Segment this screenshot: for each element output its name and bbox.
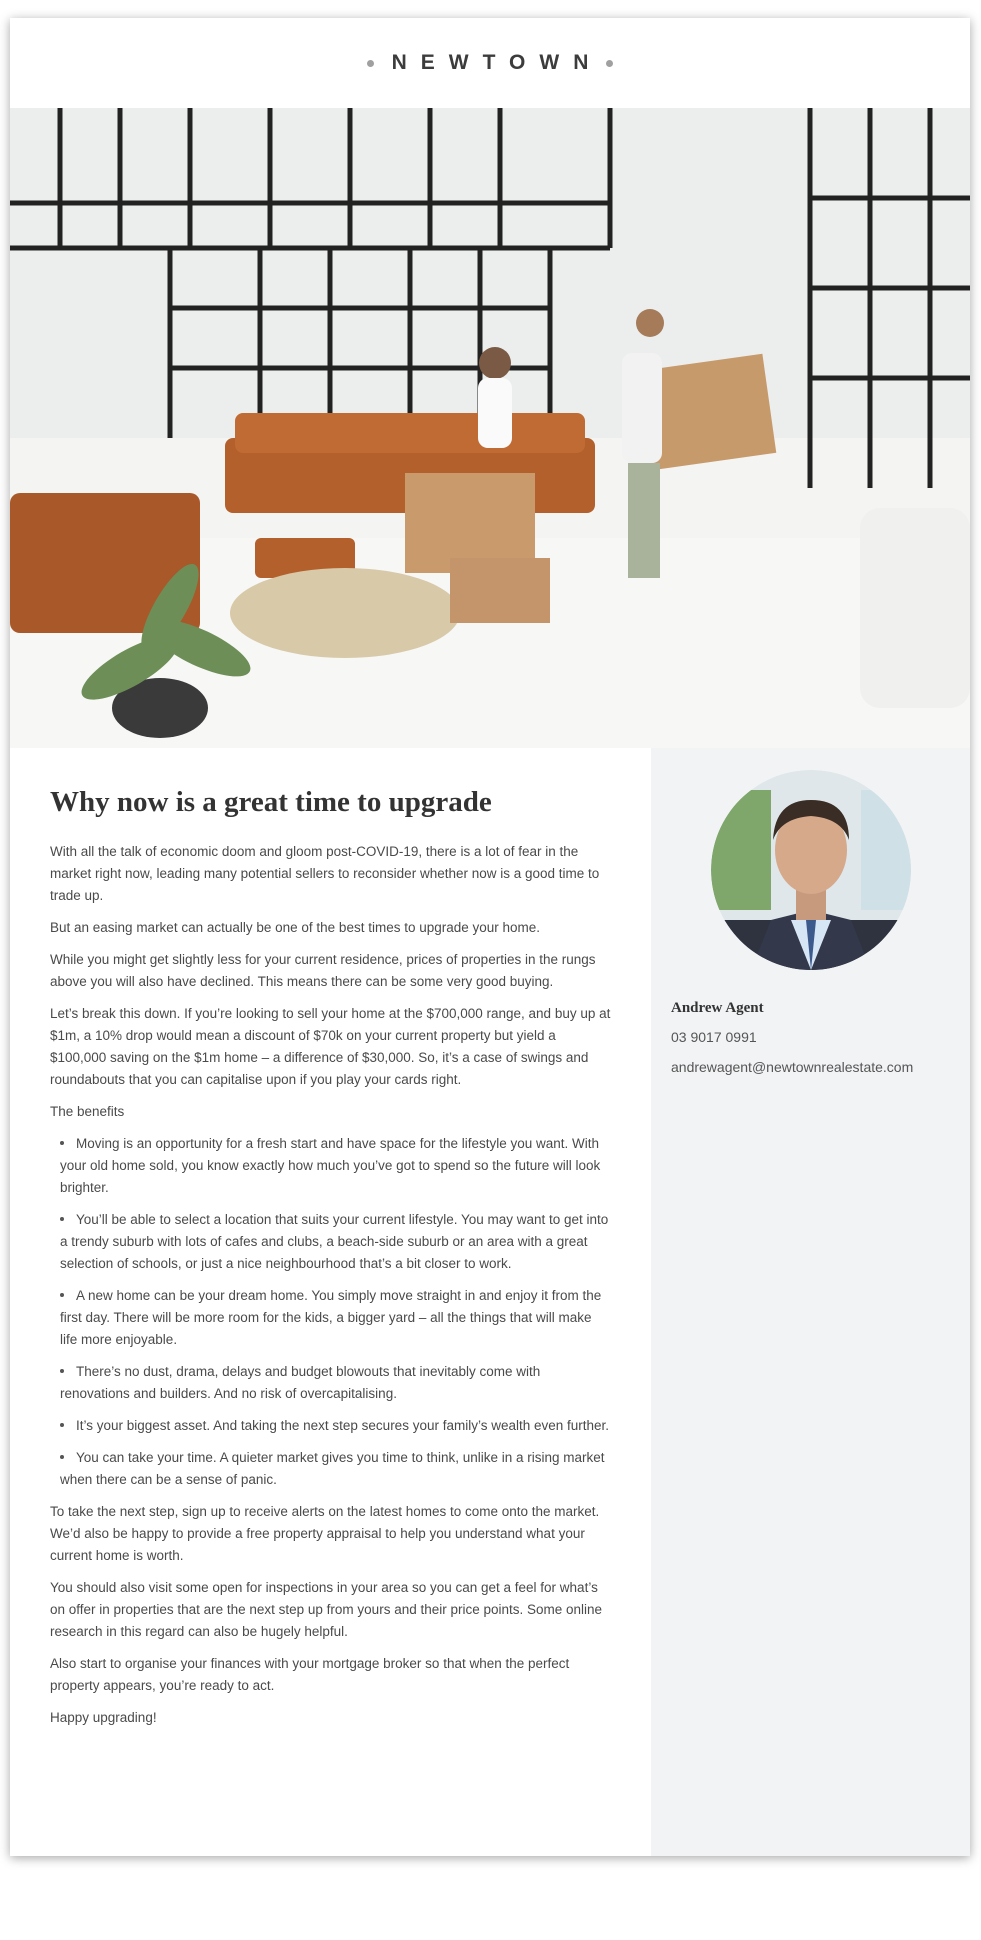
bullet-icon [60, 1293, 64, 1297]
paragraph: But an easing market can actually be one of the best times to upgrade your home. [50, 920, 541, 935]
bullet-icon [60, 1217, 64, 1221]
list-item [60, 1209, 611, 1275]
paragraph: To take the next step, sign up to receive alerts on the latest homes to come onto the market. We’d also be happy to provide a free property appraisal to help you understand what your current home is worth. [50, 1504, 600, 1563]
agent-phone[interactable]: 03 9017 0991 [671, 1029, 757, 1045]
benefits-list [50, 1133, 611, 1491]
bullet-icon [60, 1423, 64, 1427]
list-item [60, 1285, 611, 1351]
logo-text: NEWTOWN [391, 51, 603, 74]
list-item [60, 1447, 611, 1491]
logo-dot-left [367, 60, 374, 67]
article [10, 748, 651, 1856]
bullet-icon [60, 1369, 64, 1373]
list-item-text: It’s your biggest asset. And taking the next step secures your family’s wealth even further. [76, 1418, 610, 1433]
content-area [10, 748, 970, 1856]
newsletter-card [10, 18, 970, 1856]
list-item [60, 1133, 611, 1199]
logo-dot-right [606, 60, 613, 67]
article-title: Why now is a great time to upgrade [50, 786, 492, 818]
sign-off: Happy upgrading! [50, 1710, 157, 1725]
paragraph: With all the talk of economic doom and gloom post-COVID-19, there is a lot of fear in the market right now, leading many potential sellers to reconsider whether now is a good time to trade up. [50, 844, 600, 903]
list-item-text: You can take your time. A quieter market gives you time to think, unlike in a rising market when there can be a sense of panic. [60, 1450, 605, 1487]
agent-name: Andrew Agent [671, 1000, 764, 1016]
benefits-heading: The benefits [50, 1104, 125, 1119]
bullet-icon [60, 1141, 64, 1145]
list-item-text: You’ll be able to select a location that suits your current lifestyle. You may want to get into a trendy suburb with lots of cafes and clubs, a beach-side suburb or an area with a great selection of schools, or just a nice neighbourhood that’s a bit closer to work. [60, 1212, 609, 1271]
brand-logo[interactable] [367, 51, 614, 75]
bullet-icon [60, 1455, 64, 1459]
list-item [60, 1361, 611, 1405]
paragraph: You should also visit some open for inspections in your area so you can get a feel for what’s on offer in properties that are the next step up from yours and their price points. Some online research in this regard can also be hugely helpful. [50, 1580, 603, 1639]
paragraph: Also start to organise your finances with your mortgage broker so that when the perfect property appears, you’re ready to act. [50, 1656, 570, 1693]
paragraph: While you might get slightly less for your current residence, prices of properties in the rungs above you will also have declined. This means there can be some very good buying. [50, 952, 596, 989]
list-item-text: A new home can be your dream home. You simply move straight in and enjoy it from the first day. There will be more room for the kids, a bigger yard – all the things that will make life more enjoyable. [60, 1288, 602, 1347]
agent-sidebar [651, 748, 970, 1856]
list-item [60, 1415, 611, 1437]
agent-email[interactable]: andrewagent@newtownrealestate.com [671, 1059, 914, 1075]
agent-avatar [711, 770, 911, 970]
list-item-text: Moving is an opportunity for a fresh start and have space for the lifestyle you want. With your old home sold, you know exactly how much you’ve got to spend so the future will look brighter. [60, 1136, 601, 1195]
paragraph: Let’s break this down. If you’re looking to sell your home at the $700,000 range, and buy up at $1m, a 10% drop would mean a discount of $70k on your current property but yield a $100,000 saving on the $1m home – a difference of $30,000. So, it’s a case of swings and roundabouts that you can capitalise upon if you play your cards right. [50, 1006, 611, 1087]
list-item-text: There’s no dust, drama, delays and budget blowouts that inevitably come with renovations and builders. And no risk of overcapitalising. [60, 1364, 541, 1401]
hero-image [10, 108, 970, 748]
header [10, 18, 970, 108]
